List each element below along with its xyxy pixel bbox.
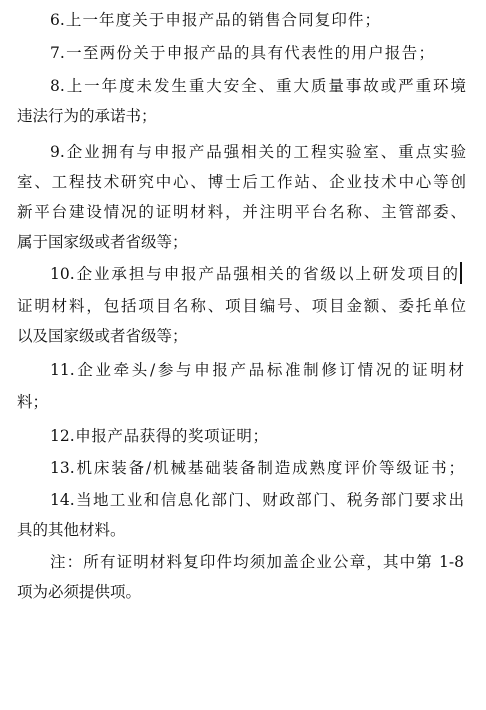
item-10-line-2: 证明材料，包括项目名称、项目编号、项目金额、委托单位	[17, 297, 466, 315]
item-14-line-2: 具的其他材料。	[17, 521, 126, 539]
item-7-line-1: 7.一至两份关于申报产品的具有代表性的用户报告；	[50, 44, 434, 62]
item-6-line-1: 6.上一年度关于申报产品的销售合同复印件；	[50, 11, 380, 29]
item-10-line-1: 10.企业承担与申报产品强相关的省级以上研发项目的	[50, 265, 458, 283]
item-14-line-1: 14.当地工业和信息化部门、财政部门、税务部门要求出	[50, 491, 464, 509]
item-13-line-1: 13.机床装备/机械基础装备制造成熟度评价等级证书；	[50, 459, 464, 477]
item-11-line-1: 11.企业牵头/参与申报产品标准制修订情况的证明材	[50, 361, 464, 379]
item-12-line-1: 12.申报产品获得的奖项证明；	[50, 427, 268, 445]
item-9-line-1: 9.企业拥有与申报产品强相关的工程实验室、重点实验	[50, 143, 466, 161]
item-9-line-4: 属于国家级或者省级等；	[17, 233, 188, 251]
item-10-line-3: 以及国家级或者省级等；	[17, 327, 188, 345]
note-line-1: 注：所有证明材料复印件均须加盖企业公章，其中第 1-8	[50, 553, 464, 571]
item-9-line-3: 新平台建设情况的证明材料，并注明平台名称、主管部委、	[17, 203, 466, 221]
item-8-line-2: 违法行为的承诺书；	[17, 107, 157, 125]
note-line-2: 项为必须提供项。	[17, 583, 142, 601]
text-cursor	[460, 262, 462, 284]
item-9-line-2: 室、工程技术研究中心、博士后工作站、企业技术中心等创	[17, 173, 466, 191]
item-8-line-1: 8.上一年度未发生重大安全、重大质量事故或严重环境	[50, 77, 466, 95]
item-11-line-2: 料；	[17, 393, 49, 411]
